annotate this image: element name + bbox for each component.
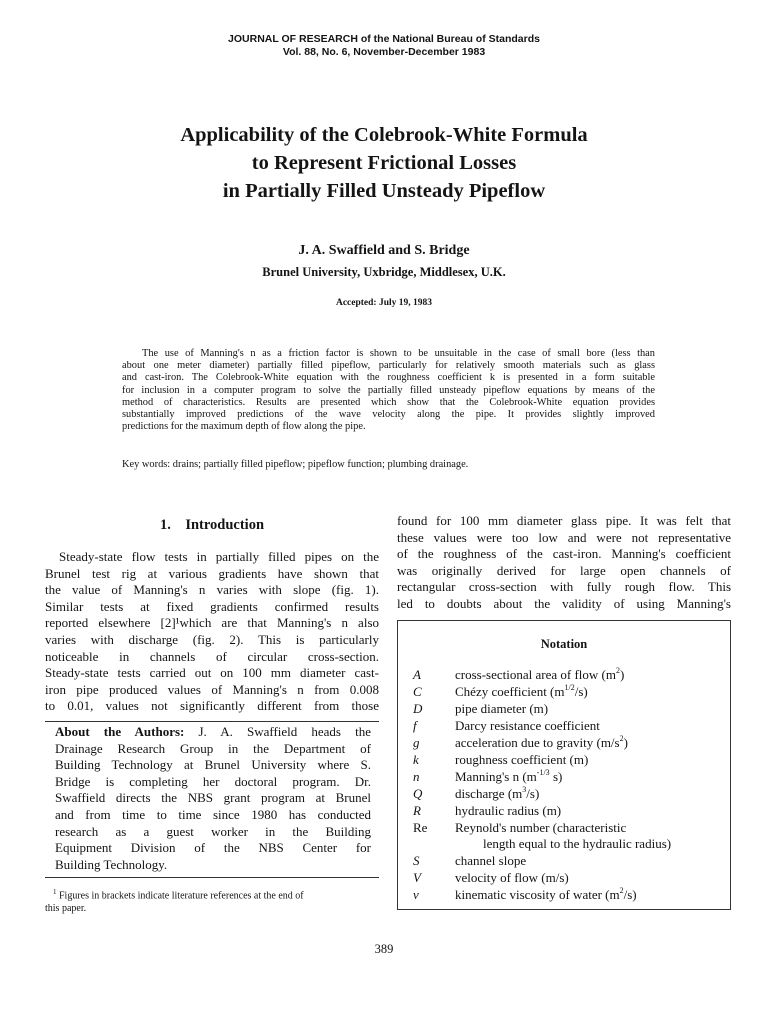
- notation-symbol: Re: [413, 820, 428, 835]
- notation-definition-suffix: /s): [574, 684, 588, 699]
- title-line-1: Applicability of the Colebrook-White Formula: [180, 124, 588, 146]
- footnote-line-1: [45, 886, 379, 903]
- notation-definition-text: velocity of flow (m/s): [455, 870, 569, 885]
- about-authors-line: Equipment Division of the NBS Center for: [55, 840, 371, 856]
- about-authors-first-line: [55, 724, 371, 741]
- notation-definition-suffix: ): [620, 667, 625, 682]
- intro-right-column: [397, 513, 731, 613]
- notation-definition-text: acceleration due to gravity (m/s: [455, 735, 620, 750]
- about-authors-line: Building Technology at Brunel University where S.: [55, 757, 371, 773]
- notation-definition: [455, 853, 526, 869]
- page-number: 389: [374, 942, 394, 956]
- notation-symbol: S: [413, 853, 420, 868]
- footnote-text: Figures in brackets indicate literature references at the end of: [56, 890, 304, 902]
- intro-left-column: [45, 549, 379, 715]
- notation-definition-text: roughness coefficient (m): [455, 752, 589, 767]
- notation-definition-suffix: /s): [623, 887, 637, 902]
- about-authors-first-rest: J. A. Swaffield heads the: [184, 724, 371, 739]
- about-authors-line: Drainage Research Group in the Department of: [55, 740, 371, 756]
- journal-header: [0, 33, 768, 59]
- about-authors-body: [55, 741, 371, 874]
- notation-definition-text: channel slope: [455, 853, 527, 868]
- abstract-line: and cast-iron. The Colebrook-White equation with the roughness coefficient k is presented in a form suitable: [122, 372, 655, 384]
- notation-symbol: n: [413, 769, 420, 784]
- abstract-line: The use of Manning's n as a friction factor is shown to be unsuitable in the case of small bore (less than: [142, 348, 655, 359]
- journal-name: JOURNAL OF RESEARCH of the National Bureau of Standards: [228, 33, 540, 45]
- affiliation: Brunel University, Uxbridge, Middlesex, U.K.: [262, 265, 506, 279]
- notation-unit-exponent: 3: [522, 785, 527, 794]
- notation-unit-exponent: 2: [619, 734, 624, 743]
- intro-paragraph-line: led to doubts about the validity of using Manning's: [397, 595, 731, 611]
- notation-definition-text: hydraulic radius (m): [455, 803, 562, 818]
- notation-definition: [455, 786, 539, 802]
- abstract-line: substantially improved predictions of the wave velocity along the pipe. It provides slightly improved: [122, 409, 655, 421]
- abstract-line: predictions for the maximum depth of flow along the pipe.: [122, 421, 366, 433]
- intro-paragraph-line: reported elsewhere [2]¹which are that Manning's n also: [45, 615, 379, 631]
- notation-definition: [455, 667, 624, 683]
- notation-definition-text: kinematic viscosity of water (m: [455, 887, 620, 902]
- abstract-line: about one meter diameter) partially filled pipeflow, particularly for relatively smooth materials such as glass: [122, 360, 655, 372]
- footnote-marker: 1: [53, 888, 57, 896]
- notation-definition-text: pipe diameter (m): [455, 701, 549, 716]
- intro-paragraph-line: rectangular cross-section with fully rough flow. This: [397, 579, 731, 595]
- intro-paragraph-line: iron pipe produced values of Manning's n from 0.008: [45, 681, 379, 697]
- notation-unit-exponent: -1/3: [536, 768, 550, 777]
- notation-definition-suffix: /s): [526, 786, 540, 801]
- notation-definition-text: discharge (m: [455, 786, 523, 801]
- abstract-line: method of characteristics. Results are presented which show that the Colebrook-White equation provides: [122, 396, 655, 408]
- notation-definition: [455, 870, 569, 886]
- notation-definition-text: Manning's n (m: [455, 769, 537, 784]
- notation-definition: [455, 735, 628, 751]
- notation-symbol: R: [413, 803, 421, 818]
- notation-definition: [455, 684, 588, 700]
- intro-paragraph-line: Similar tests at fixed gradients confirmed results: [45, 598, 379, 614]
- intro-paragraph-line: found for 100 mm diameter glass pipe. It was felt that: [397, 513, 731, 528]
- about-authors-text: [55, 724, 371, 873]
- notation-definition: [455, 701, 548, 717]
- footnote-line-2: this paper.: [45, 903, 87, 915]
- notation-definition: [455, 887, 637, 903]
- intro-paragraph-line: noticeable in channels of circular cross-section.: [45, 648, 379, 664]
- notation-symbol: C: [413, 684, 422, 699]
- intro-paragraph-line: varies with discharge (fig. 2). This is particularly: [45, 631, 379, 647]
- title-line-2: to Represent Frictional Losses: [251, 152, 517, 174]
- notation-symbol: V: [413, 870, 421, 885]
- intro-paragraph-line: to 0.01, values not significantly different from those: [45, 698, 379, 714]
- notation-definition-text: Chézy coefficient (m: [455, 684, 565, 699]
- notation-definition-suffix: ): [623, 735, 628, 750]
- notation-definition-suffix: s): [549, 769, 563, 784]
- about-authors-line: and from time to time since 1980 has conducted: [55, 806, 371, 822]
- notation-symbol: D: [413, 701, 423, 716]
- notation-unit-exponent: 2: [616, 666, 620, 675]
- keywords: Key words: drains; partially filled pipeflow; pipeflow function; plumbing drainage.: [122, 459, 469, 470]
- notation-definition: [455, 820, 626, 836]
- journal-volume: Vol. 88, No. 6, November-December 1983: [282, 46, 486, 58]
- paper-title: [0, 121, 768, 205]
- intro-paragraph-line: of the roughness of the cast-iron. Manning's coefficient: [397, 546, 731, 562]
- about-authors-line: Swaffield directs the NBS grant program at Brunel: [55, 790, 371, 806]
- notation-symbol: A: [413, 667, 421, 682]
- notation-definition: [455, 752, 588, 768]
- notation-definition-text: Darcy resistance coefficient: [455, 718, 600, 733]
- about-authors-line: Building Technology.: [55, 856, 168, 872]
- notation-title: Notation: [540, 637, 588, 651]
- notation-symbol: f: [413, 718, 417, 733]
- notation-symbol: k: [413, 752, 419, 767]
- notation-definition: [455, 718, 600, 734]
- footnote: [45, 886, 379, 916]
- intro-paragraph-line: these values were too low and were not representative: [397, 529, 731, 545]
- notation-definition-continuation: length equal to the hydraulic radius): [483, 836, 672, 851]
- abstract: [122, 348, 655, 433]
- notation-definition-text: Reynold's number (characteristic: [455, 820, 627, 835]
- notation-definition-text: cross-sectional area of flow (m: [455, 667, 616, 682]
- intro-paragraph-line: Steady-state flow tests in partially filled pipes on the: [59, 549, 379, 564]
- notation-unit-exponent: 1/2: [564, 683, 575, 692]
- notation-symbol: Q: [413, 786, 423, 801]
- notation-unit-exponent: 2: [619, 886, 624, 895]
- about-authors-label: About the Authors:: [55, 724, 185, 739]
- notation-definition: [455, 769, 562, 785]
- intro-paragraph-line: Brunel test rig at various gradients have shown that: [45, 565, 379, 581]
- about-authors-line: Bridge is completing her doctoral program. Dr.: [55, 773, 371, 789]
- notation-definition: [455, 803, 561, 819]
- intro-paragraph-line: was originally derived for large open channels of: [397, 562, 731, 578]
- title-line-3: in Partially Filled Unsteady Pipeflow: [222, 180, 546, 202]
- abstract-line: for inclusion in a computer program to solve the partially filled unsteady pipeflow equations by means of the: [122, 384, 655, 396]
- authors: J. A. Swaffield and S. Bridge: [298, 243, 470, 258]
- notation-symbol: g: [413, 735, 420, 750]
- section-heading: 1. Introduction: [159, 517, 265, 533]
- intro-paragraph-line: Steady-state tests carried out on 100 mm diameter cast-: [45, 665, 379, 681]
- intro-paragraph-line: the value of Manning's n varies with slope (fig. 1).: [45, 582, 379, 598]
- about-authors-line: research as a guest worker in the Building: [55, 823, 371, 839]
- accepted-date: Accepted: July 19, 1983: [335, 298, 433, 308]
- notation-symbol: ν: [413, 887, 419, 902]
